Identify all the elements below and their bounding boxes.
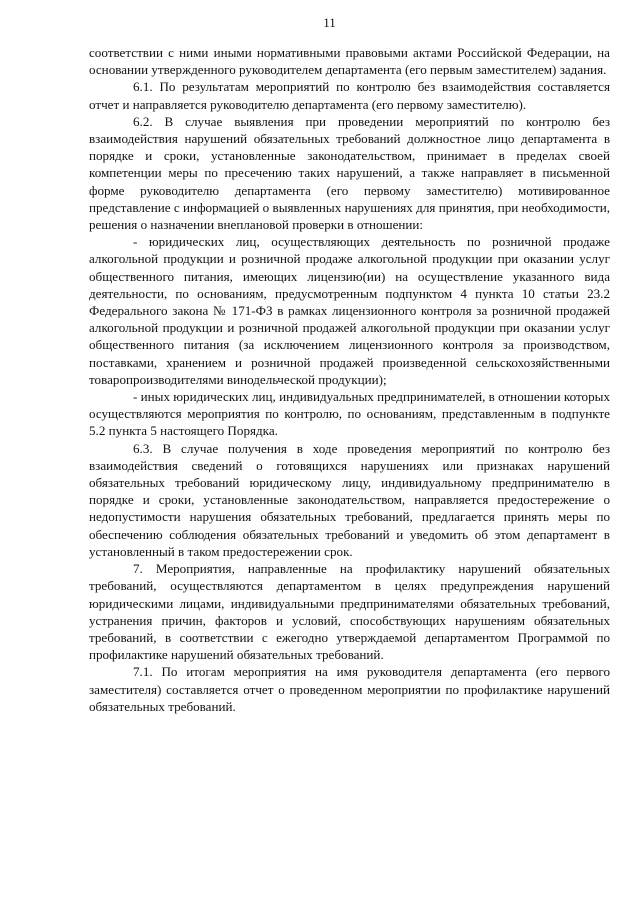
page-number: 11 [323,15,336,30]
paragraph-6-3: 6.3. В случае получения в ходе проведения мероприятий по контролю без взаимодействия сведений о готовящихся нарушениях или признаках нарушений обязательных требований юридическому лицу, индивидуальному предпринимателю в порядке и сроки, установленные законодательством, направляется предостережение о недопустимости нарушения обязательных требований, предлагается принять меры по обеспечению соблюдения обязательных требований и уведомить об этом департамент в установленный в таком предостережении срок. [89,440,610,559]
list-item-other-entities: - иных юридических лиц, индивидуальных предпринимателей, в отношении которых осуществляются мероприятия по контролю, по основаниям, представленным в подпункте 5.2 пункта 5 настоящего Порядка. [89,389,610,439]
paragraph-7: 7. Мероприятия, направленные на профилактику нарушений обязательных требований, осуществляются департаментом в целях предупреждения нарушений юридическими лицами, индивидуальными предпринимателями обязательных требований, устранения причин, факторов и условий, способствующих нарушениям обязательных требований, в соответствии с ежегодно утверждаемой департаментом Программой по профилактике нарушений обязательных требований. [89,561,610,663]
document-body [89,44,610,715]
paragraph-continuation: соответствии с ними иными нормативными правовыми актами Российской Федерации, на основании утвержденного руководителем департамента (его первым заместителем) задания. [89,45,610,78]
paragraph-6-1: 6.1. По результатам мероприятий по контролю без взаимодействия составляется отчет и направляется руководителю департамента (его первому заместителю). [89,79,610,112]
list-item-legal-entities: - юридических лиц, осуществляющих деятельность по розничной продаже алкогольной продукции и розничной продаже алкогольной продукции при оказании услуг общественного питания, имеющих лицензию(ии) на осуществление указанного вида деятельности, по основаниям, предусмотренным подпунктом 4 пункта 10 статьи 23.2 Федерального закона № 171-ФЗ в рамках лицензионного контроля за розничной продажей алкогольной продукции и розничной продажей алкогольной продукции при оказании услуг общественного питания (за исключением лицензионного контроля за производством, поставками, хранением и розничной продажей произведенной сельскохозяйственными товаропроизводителями винодельческой продукции); [89,234,610,387]
paragraph-6-2: 6.2. В случае выявления при проведении мероприятий по контролю без взаимодействия нарушений обязательных требований должностное лицо департамента в порядке и сроки, установленные законодательством, принимает в пределах своей компетенции меры по пресечению таких нарушений, а также направляет в письменной форме руководителю департамента (его первому заместителю) мотивированное представление с информацией о выявленных нарушениях для принятия, при необходимости, решения о назначении внеплановой проверки в отношении: [89,113,610,233]
paragraph-7-1: 7.1. По итогам мероприятия на имя руководителя департамента (его первого заместителя) составляется отчет о проведенном мероприятии по профилактике нарушений обязательных требований. [89,664,610,714]
